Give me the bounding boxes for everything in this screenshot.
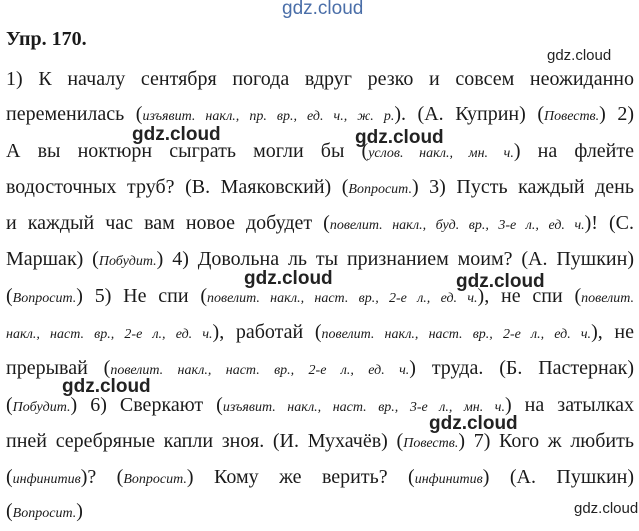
watermark: gdz.cloud	[547, 47, 612, 64]
watermark-top: gdz.cloud	[282, 0, 364, 19]
text-segment: водосточных труб? (В. Маяковский) (	[6, 176, 349, 198]
grammar-note: инфинитив	[414, 472, 483, 487]
text-line-12	[6, 460, 634, 494]
text-segment: (	[6, 285, 13, 307]
grammar-note: услов. накл., мн. ч.	[368, 146, 514, 161]
text-segment: ) на флейте	[513, 140, 634, 162]
text-segment: ) на затылках	[504, 394, 635, 416]
text-line-2	[6, 97, 634, 131]
text-segment: Маршак) (	[6, 248, 99, 270]
watermark: gdz.cloud	[574, 500, 639, 517]
text-segment: )	[76, 500, 83, 522]
text-segment: (	[6, 466, 13, 488]
text-line-13	[6, 494, 634, 528]
watermark: gdz.cloud	[456, 271, 545, 292]
text-segment: ), работай (	[212, 321, 322, 343]
grammar-note: Вопросит.	[12, 506, 77, 521]
grammar-note: Побудит.	[12, 400, 71, 415]
text-line-3	[6, 134, 634, 168]
text-segment: ) 5) Не спи (	[76, 285, 208, 307]
text-segment: ). (А. Куприн) (	[394, 103, 545, 125]
text-segment: (	[6, 500, 13, 522]
grammar-note: Повеств.	[544, 109, 600, 124]
text-segment: ) 3) Пусть каждый день	[411, 176, 634, 198]
text-line-4	[6, 170, 634, 204]
text-segment: (	[6, 394, 13, 416]
grammar-note: изъявит. накл., наст. вр., 3-е л., мн. ч.	[222, 400, 505, 415]
text-segment: ), не	[591, 321, 634, 343]
grammar-note: Побудит.	[98, 254, 157, 269]
text-segment: А вы ноктюрн сыграть могли бы (	[6, 140, 369, 162]
text-segment: ) труда. (Б. Пастернак)	[409, 357, 634, 379]
grammar-note: Повеств.	[403, 436, 459, 451]
text-segment: ) 2)	[599, 103, 635, 125]
text-segment: ) 4) Довольна ль ты признанием моим? (А. Пушкин)	[156, 248, 634, 270]
text-segment: ) Кому же верить? (	[186, 466, 415, 488]
text-segment: ) 6) Сверкают (	[70, 394, 223, 416]
text-segment: пней серебряные капли зноя. (И. Мухачёв) (	[6, 430, 404, 452]
text-segment: и каждый час вам новое добудет (	[6, 212, 330, 234]
text-segment: прерывай (	[6, 357, 111, 379]
grammar-note: Вопросит.	[348, 182, 412, 197]
text-line-11	[6, 424, 634, 458]
watermark: gdz.cloud	[132, 124, 221, 145]
grammar-note: изъявит. накл., пр. вр., ед. ч., ж. р.	[142, 109, 395, 124]
text-line-8	[6, 315, 634, 349]
grammar-note: Вопросит.	[12, 291, 77, 306]
grammar-note: Вопросит.	[123, 472, 187, 487]
text-line-5	[6, 206, 634, 240]
grammar-note: повелит.	[581, 291, 634, 306]
grammar-note: повелит. накл., наст. вр., 2-е л., ед. ч.	[207, 291, 478, 306]
text-segment: 1) К началу сентября погода вдруг резко и совсем неожиданно	[6, 68, 634, 90]
text-segment: )? (	[80, 466, 124, 488]
text-segment: переменилась (	[6, 103, 143, 125]
grammar-note: повелит. накл., наст. вр., 2-е л., ед. ч.	[321, 327, 592, 342]
watermark: gdz.cloud	[429, 413, 518, 434]
watermark: gdz.cloud	[62, 376, 151, 397]
text-segment: ) (А. Пушкин)	[482, 466, 635, 488]
text-segment: )! (С.	[584, 212, 634, 234]
grammar-note: накл., наст. вр., 2-е л., ед. ч.	[6, 327, 213, 342]
grammar-note: инфинитив	[12, 472, 81, 487]
watermark: gdz.cloud	[244, 268, 333, 289]
exercise-title: Упр. 170.	[6, 28, 87, 50]
text-segment: ), не спи (	[477, 285, 582, 307]
text-segment: ) 7) Кого ж любить	[458, 430, 634, 452]
text-line-1	[6, 62, 634, 96]
grammar-note: повелит. накл., наст. вр., 2-е л., ед. ч.	[110, 363, 410, 378]
grammar-note: повелит. накл., буд. вр., 3-е л., ед. ч.	[329, 218, 585, 233]
watermark: gdz.cloud	[355, 127, 444, 148]
